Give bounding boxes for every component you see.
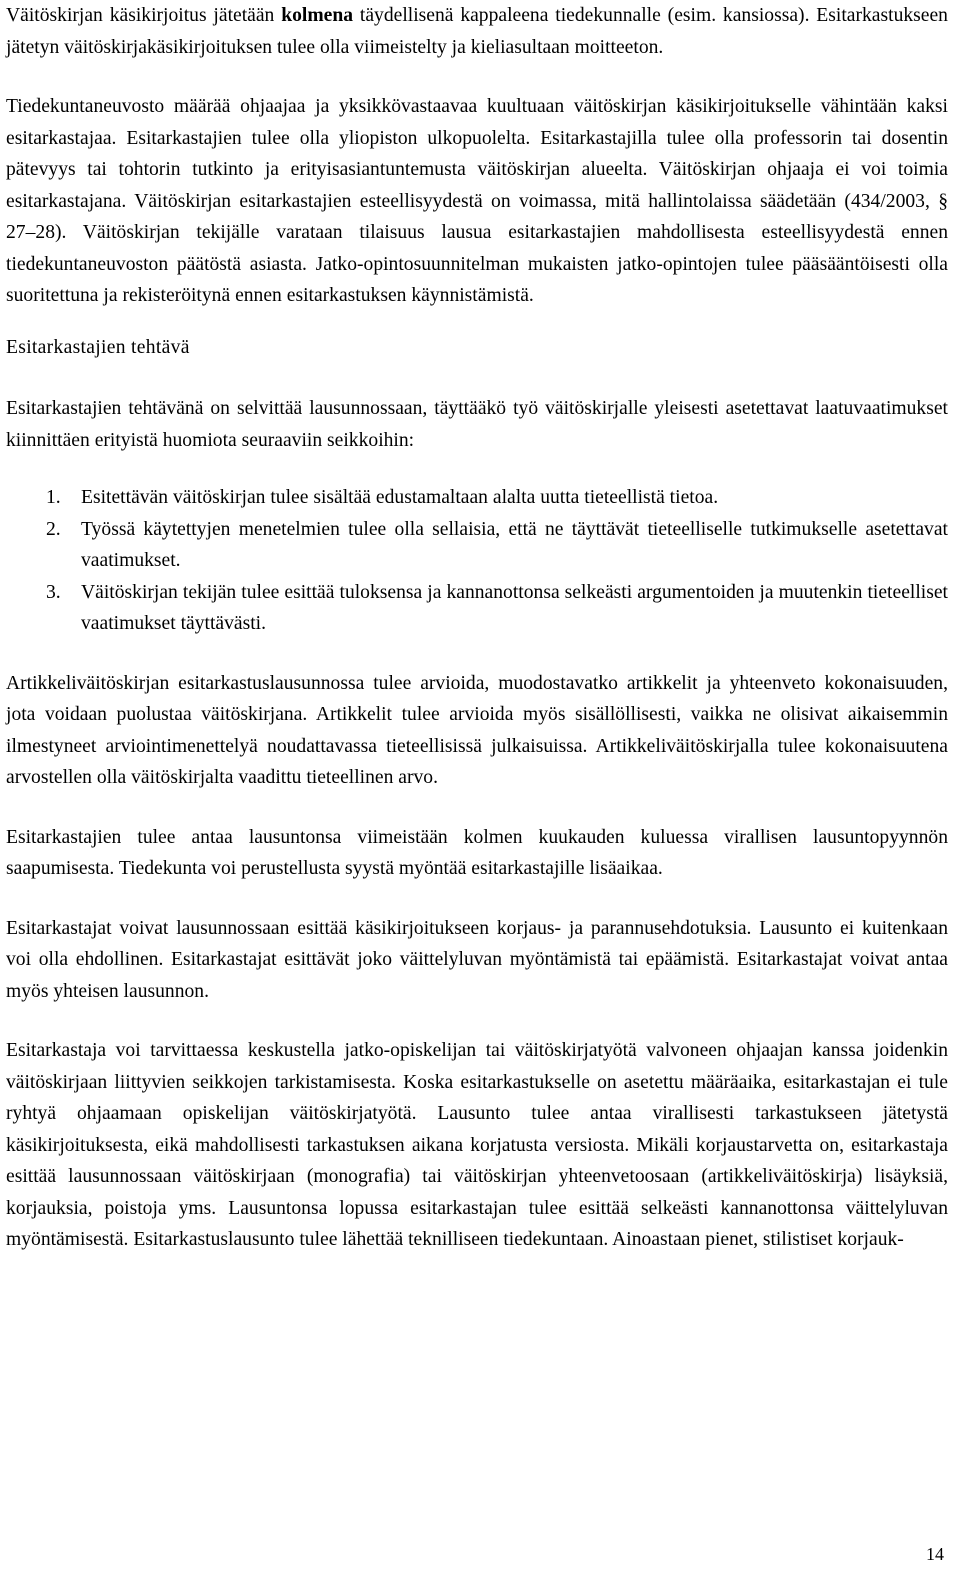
- discussion-paragraph: Esitarkastaja voi tarvittaessa keskustella jatko-opiskelijan tai väitöskirjatyötä valvoneen ohjaajan kanssa joidenkin väitöskirjaan liittyvien seikkojen tarkistamisesta. Koska esitarkastukselle on asetettu määräaika, esitarkastajan ei tule ryhtyä ohjaamaan opiskelijan väitöskirjatyötä. Lausunto tulee antaa virallisesti tarkastukseen jätetystä käsikirjoituksesta, eikä mahdollisesti tarkastuksen aikana korjatusta versiosta. Mikäli korjaustarvetta on, esitarkastaja esittää lausunnossaan väitöskirjaan (monografia) tai väitöskirjan yhteenvetoosaan (artikkeliväitöskirja) lisäyksiä, korjauksia, poistoja yms. Lausuntonsa lopussa esitarkastajan tulee esittää selkeästi kannanottonsa väittelyluvan myöntämisestä. Esitarkastuslausunto tulee lähettää teknilliseen tiedekuntaan. Ainoastaan pienet, stilistiset korjauk-: [6, 1040, 948, 1250]
- criteria-list: [6, 482, 948, 640]
- list-item-number: 3.: [46, 581, 61, 603]
- intro-text-start: Väitöskirjan käsikirjoitus jätetään: [6, 5, 282, 26]
- deadline-paragraph: Esitarkastajien tulee antaa lausuntonsa viimeistään kolmen kuukauden kuluessa virallisen lausuntopyynnön saapumisesta. Tiedekunta voi perustellusta syystä myöntää esitarkastajille lisäaikaa.: [6, 826, 948, 879]
- list-item-text: Työssä käytettyjen menetelmien tulee olla sellaisia, että ne täyttävät tieteelliselle tutkimukselle asetettavat vaatimukset.: [81, 518, 948, 571]
- list-item: [6, 577, 948, 640]
- page-number: 14: [926, 1544, 944, 1564]
- corrections-paragraph: Esitarkastajat voivat lausunnossaan esittää käsikirjoitukseen korjaus- ja parannusehdotuksia. Lausunto ei kuitenkaan voi olla ehdollinen. Esitarkastajat esittävät joko väittelyluvan myöntämistä tai epäämistä. Esitarkastajat voivat antaa myös yhteisen lausunnon.: [6, 917, 948, 1002]
- intro-paragraph: [6, 0, 948, 63]
- intro-text-end: täydellisenä kappaleena tiedekunnalle (esim. kansiossa). Esitarkastukseen jätetyn väitöskirjakäsikirjoituksen tulee olla viimeistelty ja kieliasultaan moitteeton.: [6, 5, 948, 58]
- list-item: [6, 482, 948, 514]
- intro-bold-count: kolmena: [281, 5, 354, 26]
- list-item-text: Esitettävän väitöskirjan tulee sisältää edustamaltaan alalta uutta tieteellistä tietoa.: [81, 487, 719, 508]
- list-item-number: 1.: [46, 487, 61, 508]
- task-intro-paragraph: Esitarkastajien tehtävänä on selvittää lausunnossaan, täyttääkö työ väitöskirjalle yleisesti asetettavat laatuvaatimukset kiinnittäen erityistä huomiota seuraaviin seikkoihin:: [6, 398, 948, 451]
- list-item-text: Väitöskirjan tekijän tulee esittää tuloksensa ja kannanottonsa selkeästi argumentoiden ja muutenkin tieteelliset vaatimukset täyttävästi.: [81, 581, 948, 634]
- appointment-paragraph: Tiedekuntaneuvosto määrää ohjaajaa ja yksikkövastaavaa kuultuaan väitöskirjan käsikirjoitukselle vähintään kaksi esitarkastajaa. Esitarkastajien tulee olla yliopiston ulkopuolelta. Esitarkastajilla tulee olla professorin tai dosentin pätevyys tai tohtorin tutkinto ja erityisasiantuntemusta väitöskirjan alueelta. Väitöskirjan ohjaaja ei voi toimia esitarkastajana. Väitöskirjan esitarkastajien esteellisyydestä on voimassa, mitä hallintolaissa säädetään (434/2003, § 27–28). Väitöskirjan tekijälle varataan tilaisuus lausua esitarkastajien mahdollisesta esteellisyydestä ennen tiedekuntaneuvoston päätöstä asiasta. Jatko-opintosuunnitelman mukaisten jatko-opintojen tulee pääsääntöisesti olla suoritettuna ja rekisteröitynä ennen esitarkastuksen käynnistämistä.: [6, 96, 948, 306]
- list-item-number: 2.: [46, 518, 61, 540]
- list-item: [6, 514, 948, 577]
- page-content: [6, 0, 948, 1256]
- article-dissertation-paragraph: Artikkeliväitöskirjan esitarkastuslausunnossa tulee arvioida, muodostavatko artikkelit ja yhteenveto kokonaisuuden, jota voidaan puolustaa väitöskirjana. Artikkelit tulee arvioida myös sisällöllisesti, vaikka ne olisivat aikaisemmin ilmestyneet arviointimenettelyä noudattavassa tieteellisissä julkaisuissa. Artikkeliväitöskirjalla tulee kokonaisuutena arvostellen olla väitöskirjalta vaadittu tieteellinen arvo.: [6, 672, 948, 788]
- section-heading: Esitarkastajien tehtävä: [6, 336, 190, 358]
